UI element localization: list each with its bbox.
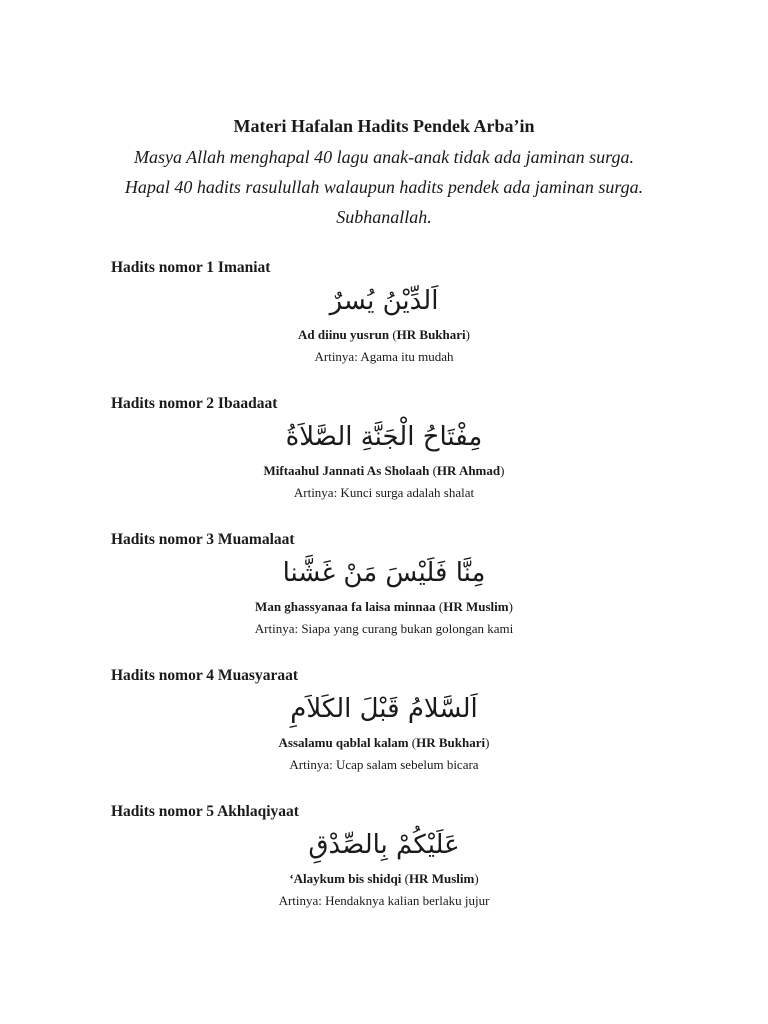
- hadith-meaning: Artinya: Siapa yang curang bukan golongan kami: [254, 621, 514, 636]
- transliteration-line: ‘Alaykum bis shidqi (HR Muslim): [289, 871, 479, 886]
- hadith-source: HR Ahmad: [436, 463, 501, 478]
- transliteration-line: Miftaahul Jannati As Sholaah (HR Ahmad): [263, 463, 505, 478]
- hadith-heading: Hadits nomor 4 Muasyaraat: [111, 667, 299, 684]
- intro-line-1: Masya Allah menghapal 40 lagu anak-anak tidak ada jaminan surga.: [134, 147, 634, 167]
- hadith-source: HR Muslim: [443, 599, 509, 614]
- arabic-text: اَلسَّلامُ قَبْلَ الكَلاَمِ: [290, 694, 478, 724]
- intro-line-2: Hapal 40 hadits rasulullah walaupun hadits pendek ada jaminan surga.: [124, 177, 644, 197]
- hadith-meaning: Artinya: Kunci surga adalah shalat: [293, 485, 475, 500]
- transliteration: Man ghassyanaa fa laisa minnaa: [255, 599, 436, 614]
- arabic-text: مِفْتَاحُ الْجَنَّةِ الصَّلاَةُ: [285, 422, 483, 452]
- arabic-text: مِنَّا فَلَيْسَ مَنْ غَشَّنا: [282, 558, 486, 588]
- hadith-heading: Hadits nomor 5 Akhlaqiyaat: [111, 803, 299, 820]
- hadith-heading: Hadits nomor 3 Muamalaat: [111, 531, 295, 548]
- hadith-meaning: Artinya: Agama itu mudah: [314, 349, 454, 364]
- hadith-heading: Hadits nomor 2 Ibaadaat: [111, 395, 278, 412]
- hadith-heading: Hadits nomor 1 Imaniat: [111, 259, 271, 276]
- hadith-meaning: Artinya: Hendaknya kalian berlaku jujur: [278, 893, 490, 908]
- transliteration-line: Man ghassyanaa fa laisa minnaa (HR Muslim): [255, 599, 513, 614]
- transliteration: Ad diinu yusrun: [298, 327, 390, 342]
- document-title: Materi Hafalan Hadits Pendek Arba’in: [233, 116, 535, 136]
- hadith-source: HR Muslim: [408, 871, 475, 886]
- hadith-meaning: Artinya: Ucap salam sebelum bicara: [289, 757, 479, 772]
- transliteration: Assalamu qablal kalam: [278, 735, 409, 750]
- intro-line-3: Subhanallah.: [336, 207, 432, 227]
- arabic-text: اَلدِّيْنُ يُسرٌ: [329, 286, 439, 316]
- title-block: [0, 114, 768, 232]
- arabic-text: عَلَيْكُمْ بِالصِّدْقِ: [308, 830, 460, 860]
- transliteration-line: Ad diinu yusrun (HR Bukhari): [298, 327, 470, 342]
- transliteration: ‘Alaykum bis shidqi: [289, 871, 402, 886]
- hadith-source: HR Bukhari: [416, 735, 486, 750]
- transliteration: Miftaahul Jannati As Sholaah: [263, 463, 430, 478]
- hadith-source: HR Bukhari: [396, 327, 466, 342]
- transliteration-line: Assalamu qablal kalam (HR Bukhari): [278, 735, 490, 750]
